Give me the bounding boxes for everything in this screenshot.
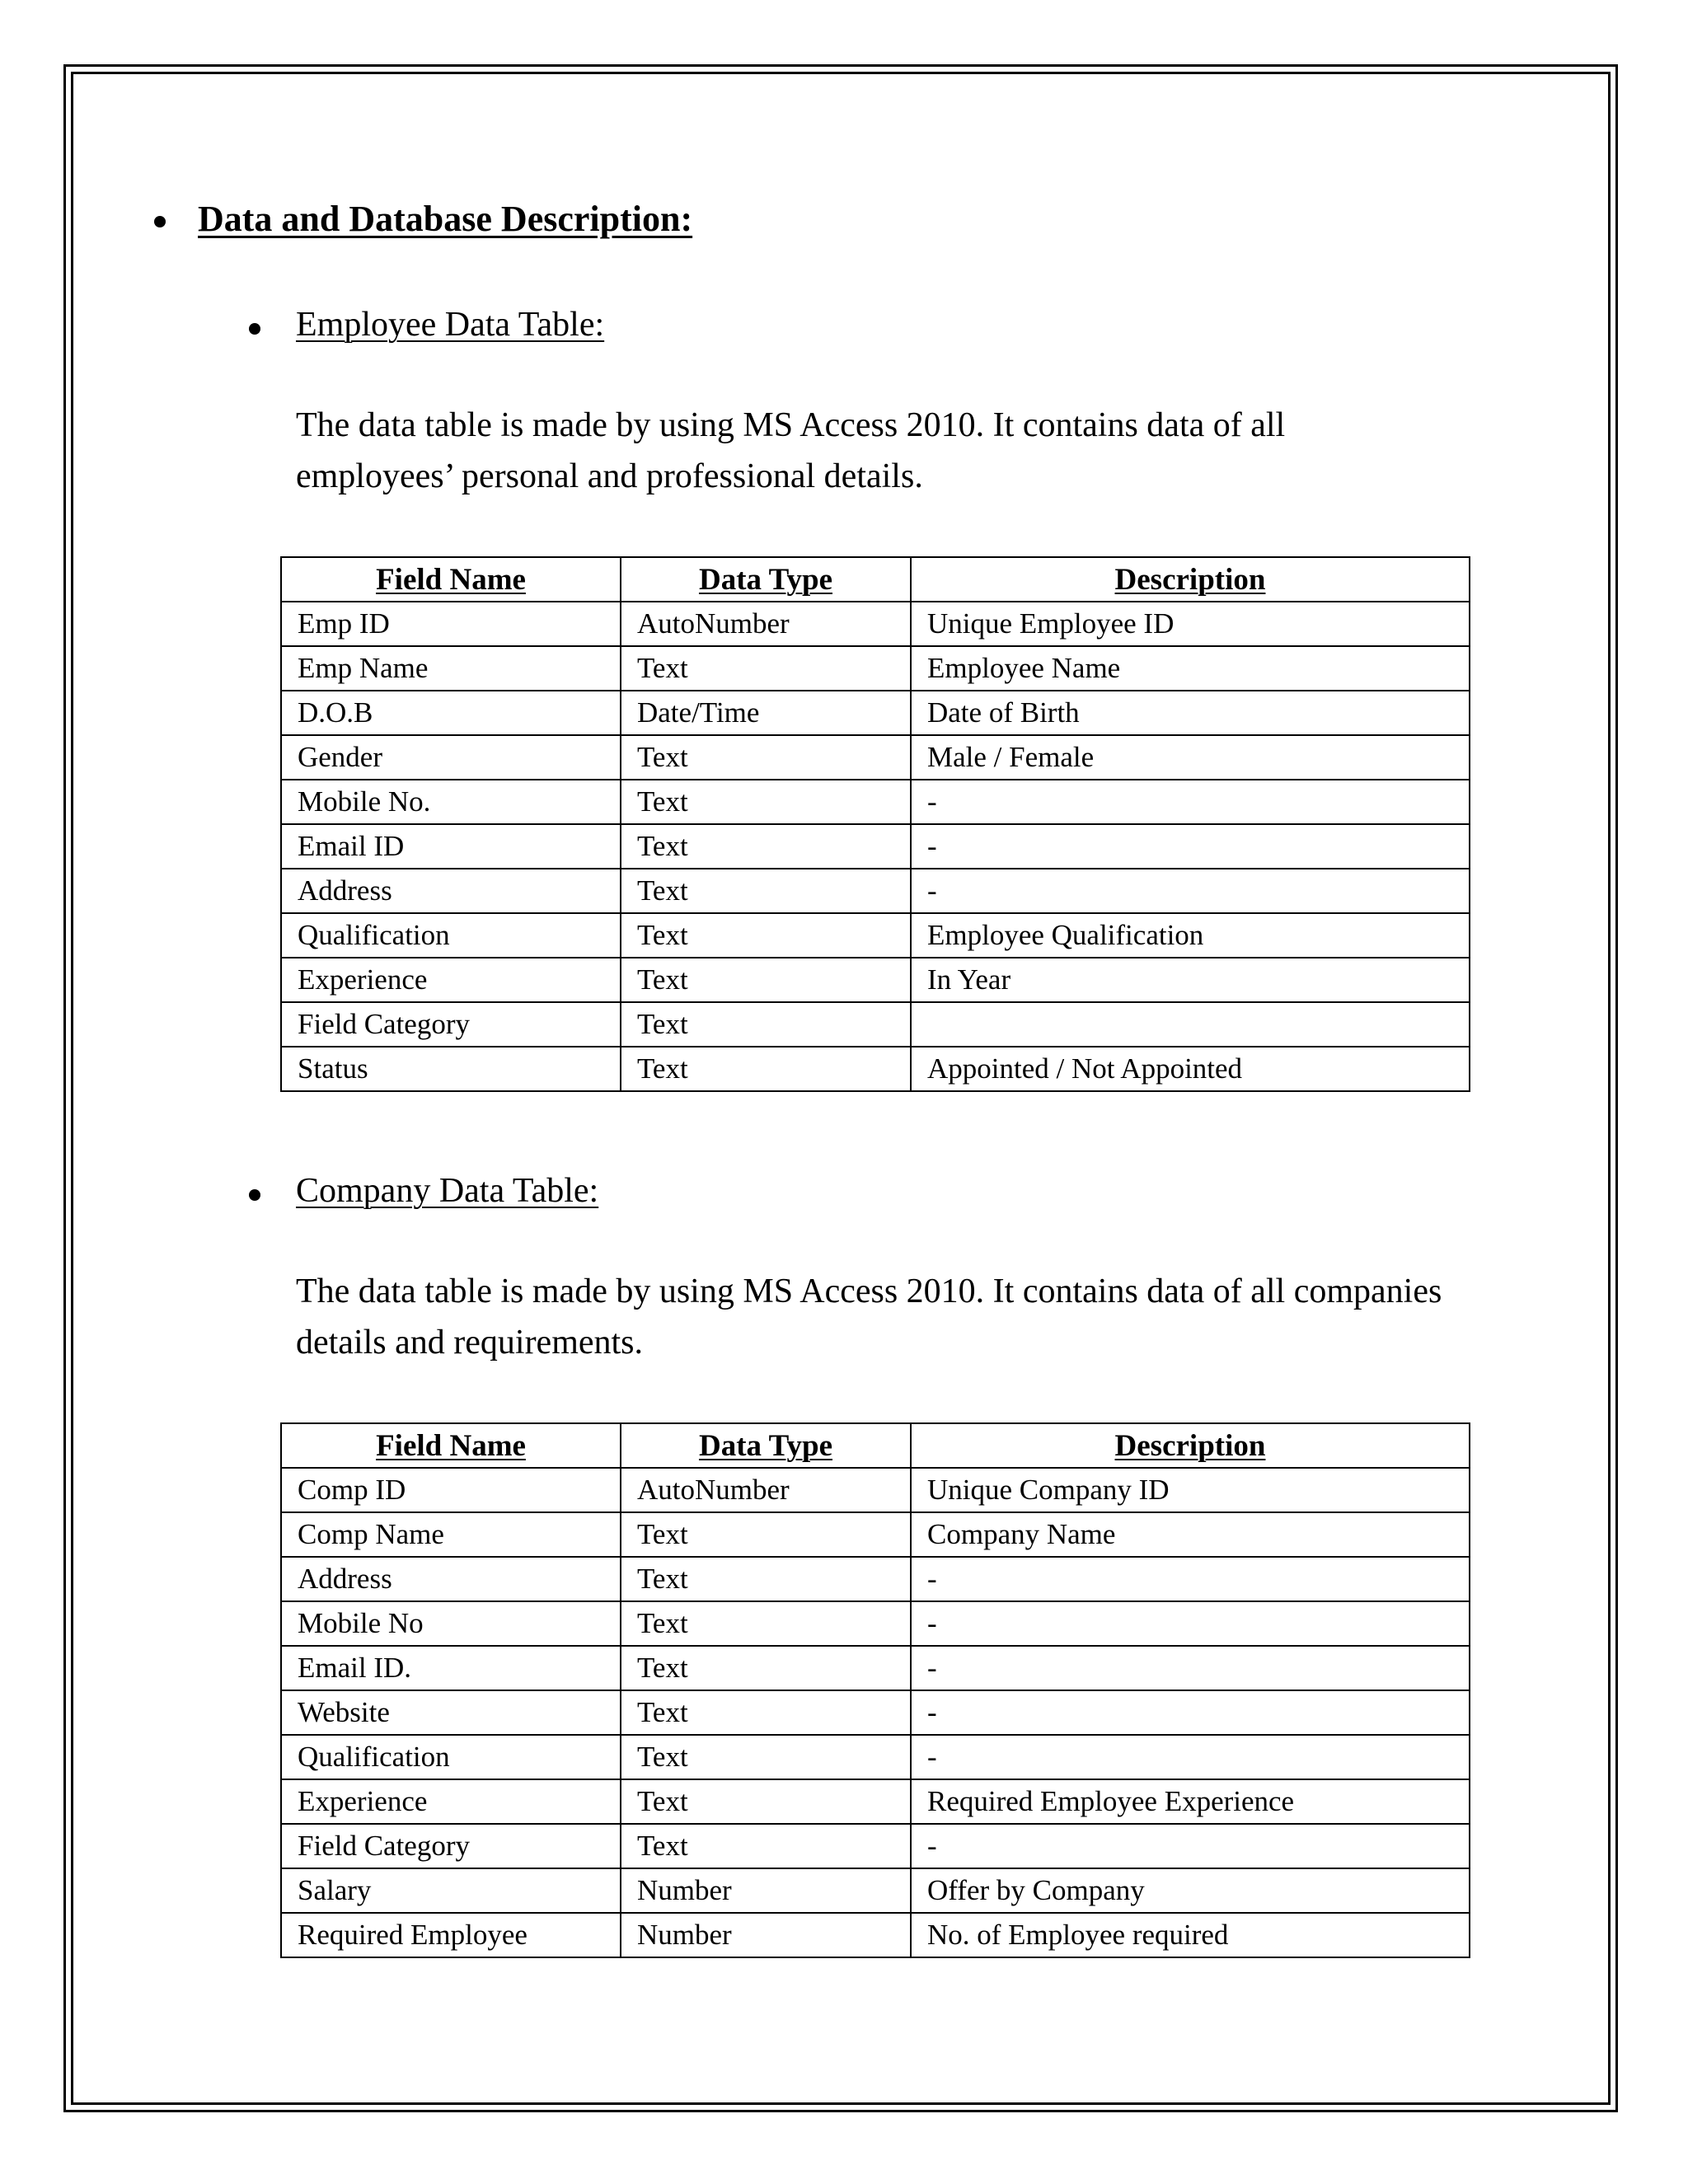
description-cell: Offer by Company: [911, 1868, 1470, 1913]
field-name-cell: Status: [281, 1047, 621, 1091]
table-row: [281, 958, 1470, 1002]
data-type-cell: Text: [621, 1646, 911, 1690]
description-cell: Required Employee Experience: [911, 1779, 1470, 1824]
data-type-cell: Text: [621, 1047, 911, 1091]
column-header-field-name: Field Name: [281, 1423, 621, 1468]
field-name-cell: Field Category: [281, 1824, 621, 1868]
company-data-table: [280, 1422, 1470, 1958]
table-row: [281, 1047, 1470, 1091]
table-row: [281, 646, 1470, 691]
table-row: [281, 1557, 1470, 1601]
field-name-cell: Salary: [281, 1868, 621, 1913]
table-row: [281, 735, 1470, 780]
field-name-cell: Address: [281, 1557, 621, 1601]
data-type-cell: Text: [621, 1690, 911, 1735]
field-name-cell: Experience: [281, 1779, 621, 1824]
field-name-cell: Email ID.: [281, 1646, 621, 1690]
field-name-cell: Experience: [281, 958, 621, 1002]
description-cell: Employee Qualification: [911, 913, 1470, 958]
description-cell: No. of Employee required: [911, 1913, 1470, 1957]
data-type-cell: Text: [621, 1779, 911, 1824]
field-name-cell: Field Category: [281, 1002, 621, 1047]
data-type-cell: Text: [621, 824, 911, 869]
table-header-row: [281, 557, 1470, 602]
table-row: [281, 1468, 1470, 1512]
column-header-field-name: Field Name: [281, 557, 621, 602]
description-cell: Appointed / Not Appointed: [911, 1047, 1470, 1091]
field-name-cell: Mobile No: [281, 1601, 621, 1646]
company-table-heading: Company Data Table:: [296, 1172, 599, 1210]
table-header-row: [281, 1423, 1470, 1468]
column-header-description: Description: [911, 557, 1470, 602]
company-table-description: The data table is made by using MS Access 2010. It contains data of all companies details and requirements.: [296, 1272, 1442, 1361]
data-type-cell: Text: [621, 913, 911, 958]
table-row: [281, 1646, 1470, 1690]
data-type-cell: Text: [621, 869, 911, 913]
data-type-cell: Text: [621, 1601, 911, 1646]
description-cell: -: [911, 1690, 1470, 1735]
field-name-cell: Qualification: [281, 913, 621, 958]
data-type-cell: Text: [621, 735, 911, 780]
table-row: [281, 1779, 1470, 1824]
field-name-cell: Website: [281, 1690, 621, 1735]
table-row: [281, 1735, 1470, 1779]
data-type-cell: Text: [621, 1512, 911, 1557]
table-row: [281, 1690, 1470, 1735]
data-type-cell: Date/Time: [621, 691, 911, 735]
data-type-cell: Text: [621, 646, 911, 691]
bullet-icon: [249, 323, 260, 335]
description-cell: -: [911, 1601, 1470, 1646]
data-type-cell: Number: [621, 1868, 911, 1913]
field-name-cell: D.O.B: [281, 691, 621, 735]
field-name-cell: Email ID: [281, 824, 621, 869]
bullet-icon: [249, 1189, 260, 1201]
description-cell: -: [911, 1646, 1470, 1690]
data-type-cell: AutoNumber: [621, 1468, 911, 1512]
employee-data-table: [280, 556, 1470, 1092]
table-row: [281, 1512, 1470, 1557]
description-cell: -: [911, 1557, 1470, 1601]
description-cell: Male / Female: [911, 735, 1470, 780]
column-header-description: Description: [911, 1423, 1470, 1468]
description-cell: In Year: [911, 958, 1470, 1002]
table-row: [281, 869, 1470, 913]
description-cell: Date of Birth: [911, 691, 1470, 735]
data-type-cell: Text: [621, 1002, 911, 1047]
field-name-cell: Comp Name: [281, 1512, 621, 1557]
description-cell: Company Name: [911, 1512, 1470, 1557]
description-cell: [911, 1002, 1470, 1047]
main-heading: Data and Database Description:: [198, 199, 693, 239]
data-type-cell: AutoNumber: [621, 602, 911, 646]
field-name-cell: Address: [281, 869, 621, 913]
data-type-cell: Text: [621, 958, 911, 1002]
description-cell: -: [911, 869, 1470, 913]
field-name-cell: Emp ID: [281, 602, 621, 646]
table-row: [281, 824, 1470, 869]
data-type-cell: Text: [621, 780, 911, 824]
field-name-cell: Qualification: [281, 1735, 621, 1779]
field-name-cell: Gender: [281, 735, 621, 780]
data-type-cell: Text: [621, 1824, 911, 1868]
description-cell: -: [911, 1824, 1470, 1868]
table-row: [281, 1824, 1470, 1868]
column-header-data-type: Data Type: [621, 1423, 911, 1468]
table-row: [281, 1913, 1470, 1957]
description-cell: -: [911, 1735, 1470, 1779]
description-cell: Unique Company ID: [911, 1468, 1470, 1512]
field-name-cell: Required Employee: [281, 1913, 621, 1957]
table-row: [281, 602, 1470, 646]
data-type-cell: Text: [621, 1557, 911, 1601]
description-cell: Unique Employee ID: [911, 602, 1470, 646]
table-row: [281, 1002, 1470, 1047]
data-type-cell: Text: [621, 1735, 911, 1779]
description-cell: Employee Name: [911, 646, 1470, 691]
data-type-cell: Number: [621, 1913, 911, 1957]
table-row: [281, 1868, 1470, 1913]
field-name-cell: Comp ID: [281, 1468, 621, 1512]
table-row: [281, 691, 1470, 735]
column-header-data-type: Data Type: [621, 557, 911, 602]
field-name-cell: Mobile No.: [281, 780, 621, 824]
table-row: [281, 780, 1470, 824]
table-row: [281, 913, 1470, 958]
bullet-icon: [154, 216, 166, 227]
field-name-cell: Emp Name: [281, 646, 621, 691]
table-row: [281, 1601, 1470, 1646]
employee-table-heading: Employee Data Table:: [296, 306, 605, 344]
description-cell: -: [911, 824, 1470, 869]
employee-table-description: The data table is made by using MS Access 2010. It contains data of all employees’ personal and professional details.: [296, 406, 1286, 495]
description-cell: -: [911, 780, 1470, 824]
